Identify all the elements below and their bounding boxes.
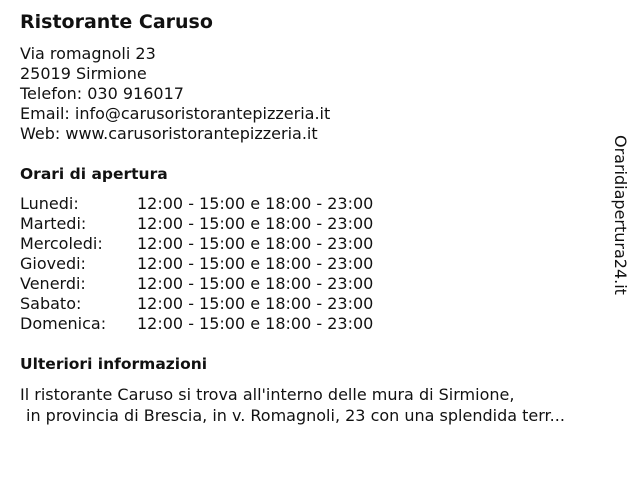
day-label: Martedi: xyxy=(20,214,87,233)
opening-hours-table xyxy=(20,194,373,334)
hours-value: 12:00 - 15:00 e 18:00 - 23:00 xyxy=(137,214,374,233)
hours-row-friday xyxy=(20,274,373,294)
day-label: Lunedi: xyxy=(20,194,79,213)
opening-hours-heading: Orari di apertura xyxy=(20,165,168,183)
hours-value: 12:00 - 15:00 e 18:00 - 23:00 xyxy=(137,314,374,333)
email-address: Email: info@carusoristorantepizzeria.it xyxy=(20,104,331,123)
day-label: Mercoledi: xyxy=(20,234,103,253)
contact-block xyxy=(20,44,330,144)
hours-value: 12:00 - 15:00 e 18:00 - 23:00 xyxy=(137,254,374,273)
hours-row-monday xyxy=(20,194,373,214)
restaurant-name: Ristorante Caruso xyxy=(20,11,213,33)
day-label: Domenica: xyxy=(20,314,107,333)
hours-value: 12:00 - 15:00 e 18:00 - 23:00 xyxy=(137,274,374,293)
hours-value: 12:00 - 15:00 e 18:00 - 23:00 xyxy=(137,194,374,213)
day-label: Venerdi: xyxy=(20,274,86,293)
hours-row-thursday xyxy=(20,254,373,274)
site-watermark: Oraridiapertura24.it xyxy=(611,135,630,295)
hours-value: 12:00 - 15:00 e 18:00 - 23:00 xyxy=(137,234,374,253)
hours-row-wednesday xyxy=(20,234,373,254)
day-label: Sabato: xyxy=(20,294,82,313)
further-info-heading: Ulteriori informazioni xyxy=(20,355,208,373)
website-address: Web: www.carusoristorantepizzeria.it xyxy=(20,124,318,143)
description-text xyxy=(20,384,565,426)
day-label: Giovedi: xyxy=(20,254,86,273)
hours-row-sunday xyxy=(20,314,373,334)
description-line: in provincia di Brescia, in v. Romagnoli, 23 con una splendida terr... xyxy=(26,406,565,425)
hours-row-saturday xyxy=(20,294,373,314)
description-line: Il ristorante Caruso si trova all'interno delle mura di Sirmione, xyxy=(20,385,515,404)
hours-row-tuesday xyxy=(20,214,373,234)
street-address: Via romagnoli 23 xyxy=(20,44,156,63)
phone-number: Telefon: 030 916017 xyxy=(20,84,184,103)
city-address: 25019 Sirmione xyxy=(20,64,147,83)
hours-value: 12:00 - 15:00 e 18:00 - 23:00 xyxy=(137,294,374,313)
